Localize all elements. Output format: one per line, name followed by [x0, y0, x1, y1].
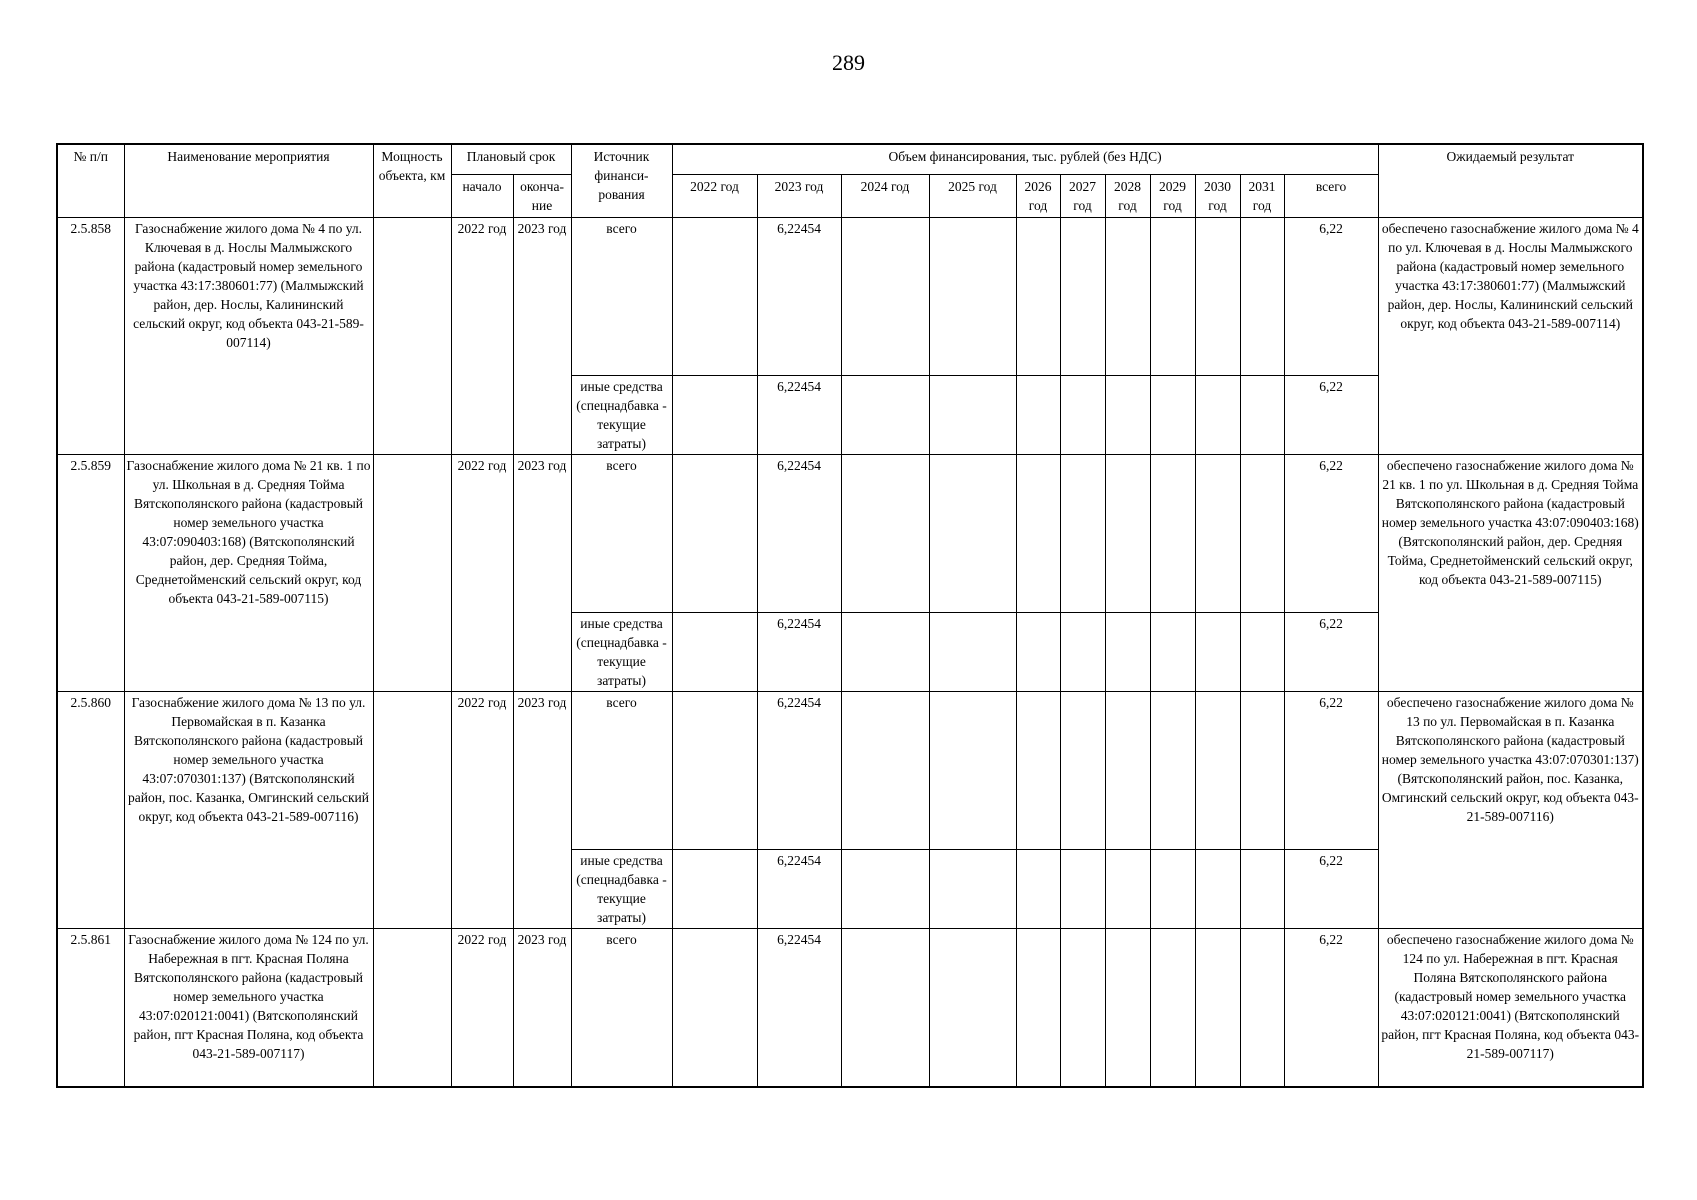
cell-2028	[1105, 376, 1150, 455]
cell-2024	[841, 850, 929, 929]
cell-2023: 6,22454	[757, 929, 841, 1088]
cell-2028	[1105, 455, 1150, 613]
cell-total: 6,22	[1284, 613, 1378, 692]
cell-2026	[1016, 929, 1060, 1088]
row-source-total: всего	[571, 218, 672, 376]
cell-2030	[1195, 218, 1240, 376]
row-start: 2022 год	[451, 455, 513, 692]
row-number: 2.5.861	[57, 929, 124, 1088]
cell-2031	[1240, 455, 1284, 613]
cell-2022	[672, 376, 757, 455]
cell-2024	[841, 218, 929, 376]
cell-total: 6,22	[1284, 455, 1378, 613]
row-source-other: иные средства (спецнадбавка - текущие затраты)	[571, 850, 672, 929]
row-source-total: всего	[571, 692, 672, 850]
cell-2023: 6,22454	[757, 850, 841, 929]
cell-2023: 6,22454	[757, 692, 841, 850]
cell-2027	[1060, 692, 1105, 850]
cell-2023: 6,22454	[757, 218, 841, 376]
cell-2022	[672, 455, 757, 613]
row-name: Газоснабжение жилого дома № 21 кв. 1 по ул. Школьная в д. Средняя Тойма Вятскополянского района (кадастровый номер земельного участка 43:07:090403:168) (Вятскополянский район, дер. Средняя Тойма, Среднетойменский сельский округ, код объекта 043-21-589-007115)	[124, 455, 373, 692]
cell-total: 6,22	[1284, 692, 1378, 850]
cell-2029	[1150, 929, 1195, 1088]
row-start: 2022 год	[451, 218, 513, 455]
row-name: Газоснабжение жилого дома № 124 по ул. Набережная в пгт. Красная Поляна Вятскополянского района (кадастровый номер земельного участка 43:07:020121:0041) (Вятскополянский район, пгт Красная Поляна, код объекта 043-21-589-007117)	[124, 929, 373, 1088]
row-start: 2022 год	[451, 929, 513, 1088]
header-year-2028: 2028 год	[1105, 175, 1150, 218]
row-name: Газоснабжение жилого дома № 13 по ул. Первомайская в п. Казанка Вятскополянского района (кадастровый номер земельного участка 43:07:070301:137) (Вятскополянский район, пос. Казанка, Омгинский сельский округ, код объекта 043-21-589-007116)	[124, 692, 373, 929]
cell-2024	[841, 613, 929, 692]
row-source-total: всего	[571, 455, 672, 613]
header-capacity: Мощность объекта, км	[373, 144, 451, 218]
cell-2025	[929, 850, 1016, 929]
cell-2024	[841, 376, 929, 455]
row-start: 2022 год	[451, 692, 513, 929]
cell-2022	[672, 850, 757, 929]
cell-total: 6,22	[1284, 850, 1378, 929]
header-year-2022: 2022 год	[672, 175, 757, 218]
cell-2026	[1016, 692, 1060, 850]
cell-2029	[1150, 455, 1195, 613]
cell-total: 6,22	[1284, 218, 1378, 376]
table-row	[57, 929, 1643, 1088]
cell-2027	[1060, 218, 1105, 376]
cell-2031	[1240, 929, 1284, 1088]
cell-2022	[672, 692, 757, 850]
header-year-2027: 2027 год	[1060, 175, 1105, 218]
row-end: 2023 год	[513, 929, 571, 1088]
cell-2029	[1150, 218, 1195, 376]
cell-2027	[1060, 929, 1105, 1088]
table-body	[57, 218, 1643, 1088]
cell-2026	[1016, 613, 1060, 692]
table-row	[57, 692, 1643, 850]
cell-2025	[929, 692, 1016, 850]
cell-2022	[672, 218, 757, 376]
cell-2028	[1105, 613, 1150, 692]
cell-2030	[1195, 613, 1240, 692]
row-result: обеспечено газоснабжение жилого дома № 21 кв. 1 по ул. Школьная в д. Средняя Тойма Вятскополянского района (кадастровый номер земельного участка 43:07:090403:168) (Вятскополянский район, дер. Средняя Тойма, Среднетойменский сельский округ, код объекта 043-21-589-007115)	[1378, 455, 1643, 692]
cell-2025	[929, 218, 1016, 376]
header-start: начало	[451, 175, 513, 218]
row-end: 2023 год	[513, 218, 571, 455]
cell-2025	[929, 376, 1016, 455]
header-year-2024: 2024 год	[841, 175, 929, 218]
cell-2024	[841, 929, 929, 1088]
funding-plan-table	[56, 143, 1644, 1088]
row-capacity	[373, 218, 451, 455]
header-funding: Объем финансирования, тыс. рублей (без НДС)	[672, 144, 1378, 175]
header-end: оконча-ние	[513, 175, 571, 218]
cell-2027	[1060, 376, 1105, 455]
row-capacity	[373, 455, 451, 692]
cell-2030	[1195, 692, 1240, 850]
header-result: Ожидаемый результат	[1378, 144, 1643, 218]
row-result: обеспечено газоснабжение жилого дома № 124 по ул. Набережная в пгт. Красная Поляна Вятскополянского района (кадастровый номер земельного участка 43:07:020121:0041) (Вятскополянский район, пгт Красная Поляна, код объекта 043-21-589-007117)	[1378, 929, 1643, 1088]
row-number: 2.5.860	[57, 692, 124, 929]
row-number: 2.5.858	[57, 218, 124, 455]
cell-2027	[1060, 850, 1105, 929]
header-year-2026: 2026 год	[1016, 175, 1060, 218]
header-total: всего	[1284, 175, 1378, 218]
cell-2026	[1016, 218, 1060, 376]
row-source-other: иные средства (спецнадбавка - текущие затраты)	[571, 613, 672, 692]
cell-2022	[672, 929, 757, 1088]
cell-2031	[1240, 376, 1284, 455]
cell-2030	[1195, 850, 1240, 929]
row-name: Газоснабжение жилого дома № 4 по ул. Ключевая в д. Нослы Малмыжского района (кадастровый номер земельного участка 43:17:380601:77) (Малмыжский район, дер. Нослы, Калининский сельский округ, код объекта 043-21-589-007114)	[124, 218, 373, 455]
row-capacity	[373, 929, 451, 1088]
cell-2030	[1195, 455, 1240, 613]
cell-2023: 6,22454	[757, 613, 841, 692]
cell-2026	[1016, 376, 1060, 455]
table-row	[57, 455, 1643, 613]
header-year-2031: 2031 год	[1240, 175, 1284, 218]
row-end: 2023 год	[513, 455, 571, 692]
cell-2025	[929, 929, 1016, 1088]
cell-2023: 6,22454	[757, 376, 841, 455]
header-name: Наименование мероприятия	[124, 144, 373, 218]
row-source-total: всего	[571, 929, 672, 1088]
row-number: 2.5.859	[57, 455, 124, 692]
row-result: обеспечено газоснабжение жилого дома № 13 по ул. Первомайская в п. Казанка Вятскополянского района (кадастровый номер земельного участка 43:07:070301:137) (Вятскополянский район, пос. Казанка, Омгинский сельский округ, код объекта 043-21-589-007116)	[1378, 692, 1643, 929]
cell-2031	[1240, 692, 1284, 850]
cell-2029	[1150, 613, 1195, 692]
header-year-2023: 2023 год	[757, 175, 841, 218]
cell-total: 6,22	[1284, 929, 1378, 1088]
cell-2029	[1150, 376, 1195, 455]
cell-2022	[672, 613, 757, 692]
header-num: № п/п	[57, 144, 124, 218]
table-header	[57, 144, 1643, 218]
page-number: 289	[832, 50, 865, 75]
row-capacity	[373, 692, 451, 929]
cell-2025	[929, 455, 1016, 613]
cell-2031	[1240, 613, 1284, 692]
cell-2026	[1016, 455, 1060, 613]
cell-2031	[1240, 218, 1284, 376]
cell-2030	[1195, 929, 1240, 1088]
cell-2024	[841, 455, 929, 613]
table-row	[57, 218, 1643, 376]
cell-2026	[1016, 850, 1060, 929]
cell-2023: 6,22454	[757, 455, 841, 613]
header-period: Плановый срок	[451, 144, 571, 175]
cell-2028	[1105, 692, 1150, 850]
cell-2028	[1105, 218, 1150, 376]
cell-2025	[929, 613, 1016, 692]
cell-total: 6,22	[1284, 376, 1378, 455]
cell-2029	[1150, 692, 1195, 850]
row-end: 2023 год	[513, 692, 571, 929]
cell-2029	[1150, 850, 1195, 929]
cell-2028	[1105, 929, 1150, 1088]
header-source: Источник финанси-рования	[571, 144, 672, 218]
cell-2027	[1060, 613, 1105, 692]
cell-2027	[1060, 455, 1105, 613]
header-year-2030: 2030 год	[1195, 175, 1240, 218]
cell-2024	[841, 692, 929, 850]
cell-2028	[1105, 850, 1150, 929]
header-year-2025: 2025 год	[929, 175, 1016, 218]
cell-2031	[1240, 850, 1284, 929]
header-year-2029: 2029 год	[1150, 175, 1195, 218]
row-result: обеспечено газоснабжение жилого дома № 4 по ул. Ключевая в д. Нослы Малмыжского района (кадастровый номер земельного участка 43:17:380601:77) (Малмыжский район, дер. Нослы, Калининский сельский округ, код объекта 043-21-589-007114)	[1378, 218, 1643, 455]
cell-2030	[1195, 376, 1240, 455]
row-source-other: иные средства (спецнадбавка - текущие затраты)	[571, 376, 672, 455]
